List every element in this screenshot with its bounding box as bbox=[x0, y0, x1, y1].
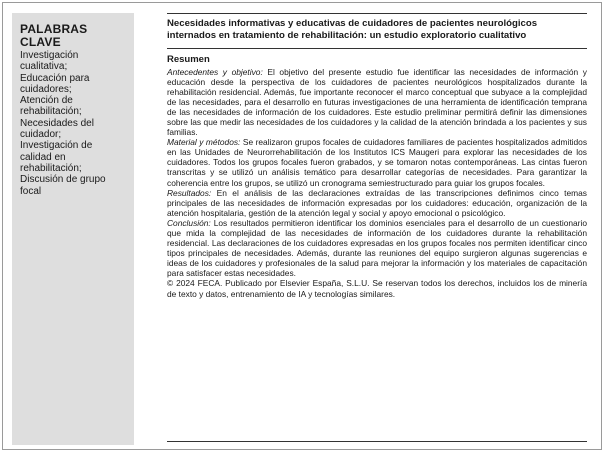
keywords-heading: PALABRAS CLAVE bbox=[20, 22, 88, 49]
section-label: Conclusión: bbox=[167, 217, 211, 228]
section-text: El objetivo del presente estudio fue identificar las necesidades de información y educación desde la perspectiva de los cuidadores de pacientes neurológicos hospitalizados durante la rehabilitación residencial. Además, fue importante reconocer el marco conceptual que subyace a la complejidad de las necesidades, para el desarrollo en futuras investigaciones de una herramienta de identificación temprana de las necesidades de información de los cuidadores. Este estudio preliminar permitirá definir las dimensiones sobre las que medir las necesidades de los cuidadores y la calidad de la atención brindada a los pacientes y sus familias. bbox=[167, 66, 587, 138]
abstract-frame bbox=[2, 2, 602, 450]
abstract-results bbox=[167, 188, 587, 218]
keyword-item: Investigación de calidad en rehabilitación; bbox=[20, 140, 93, 174]
bottom-rule bbox=[167, 441, 587, 442]
keyword-item: Educación para cuidadores; bbox=[20, 72, 90, 95]
article-title: Necesidades informativas y educativas de cuidadores de pacientes neurológicos internados en tratamiento de rehabilitación: un estudio exploratorio cualitativo bbox=[167, 18, 538, 41]
section-text: Se realizaron grupos focales de cuidadores familiares de pacientes hospitalizados admitidos en las Unidades de Neurorrehabilitación de los Institutos ICS Maugeri para explorar las necesidades de los cuidadores. Todos los grupos focales fueron grabados, y se tomaron notas contemporáneas. Las cintas fueron transcritas y se utilizó un análisis temático para desarrollar categorías de necesidades. Para garantizar la coherencia entre los grupos, se utilizó un cronograma semiestructurado para guiar los grupos focales. bbox=[167, 137, 588, 188]
section-label: Resultados: bbox=[167, 187, 212, 198]
title-rule bbox=[167, 48, 587, 49]
section-label: Antecedentes y objetivo: bbox=[167, 66, 263, 77]
abstract-methods bbox=[167, 137, 587, 187]
abstract-main bbox=[167, 13, 597, 445]
abstract-conclusion bbox=[167, 218, 587, 279]
abstract-background bbox=[167, 67, 587, 138]
section-label: Material y métodos: bbox=[167, 137, 241, 148]
section-text: En el análisis de las declaraciones extraídas de las transcripciones definimos cinco temas principales de las necesidades de información expresadas por los cuidadores: educación, organización de la atención hospitalaria, gestión de la atención legal y social y apoyo emocional o psicológico. bbox=[167, 187, 587, 218]
keyword-item: Atención de rehabilitación; bbox=[20, 95, 82, 118]
keyword-item: Investigación cualitativa; bbox=[20, 50, 79, 73]
top-rule bbox=[167, 13, 587, 14]
keywords-panel bbox=[12, 13, 134, 445]
copyright-notice: © 2024 FECA. Publicado por Elsevier España, S.L.U. Se reservan todos los derechos, incluidos los de minería de texto y datos, entrenamiento de IA y tecnologías similares. bbox=[167, 278, 587, 299]
keywords-list bbox=[20, 50, 126, 197]
keyword-item: Discusión de grupo focal bbox=[20, 174, 106, 197]
section-text: Los resultados permitieron identificar los dominios esenciales para el desarrollo de un cuestionario que mida la complejidad de las necesidades de información de los cuidadores durante la rehabilitación residencial. Las declaraciones de los cuidadores expresadas en los grupos focales nos permiten identificar cinco tipos principales de necesidades. Además, durante las reuniones del equipo surgieron algunas sugerencias e ideas de los cuidadores y profesionales de la salud para mejorar la información y los materiales de capacitación para satisfacer estas necesidades. bbox=[167, 217, 587, 279]
keyword-item: Necesidades del cuidador; bbox=[20, 117, 94, 141]
summary-heading: Resumen bbox=[167, 54, 210, 65]
